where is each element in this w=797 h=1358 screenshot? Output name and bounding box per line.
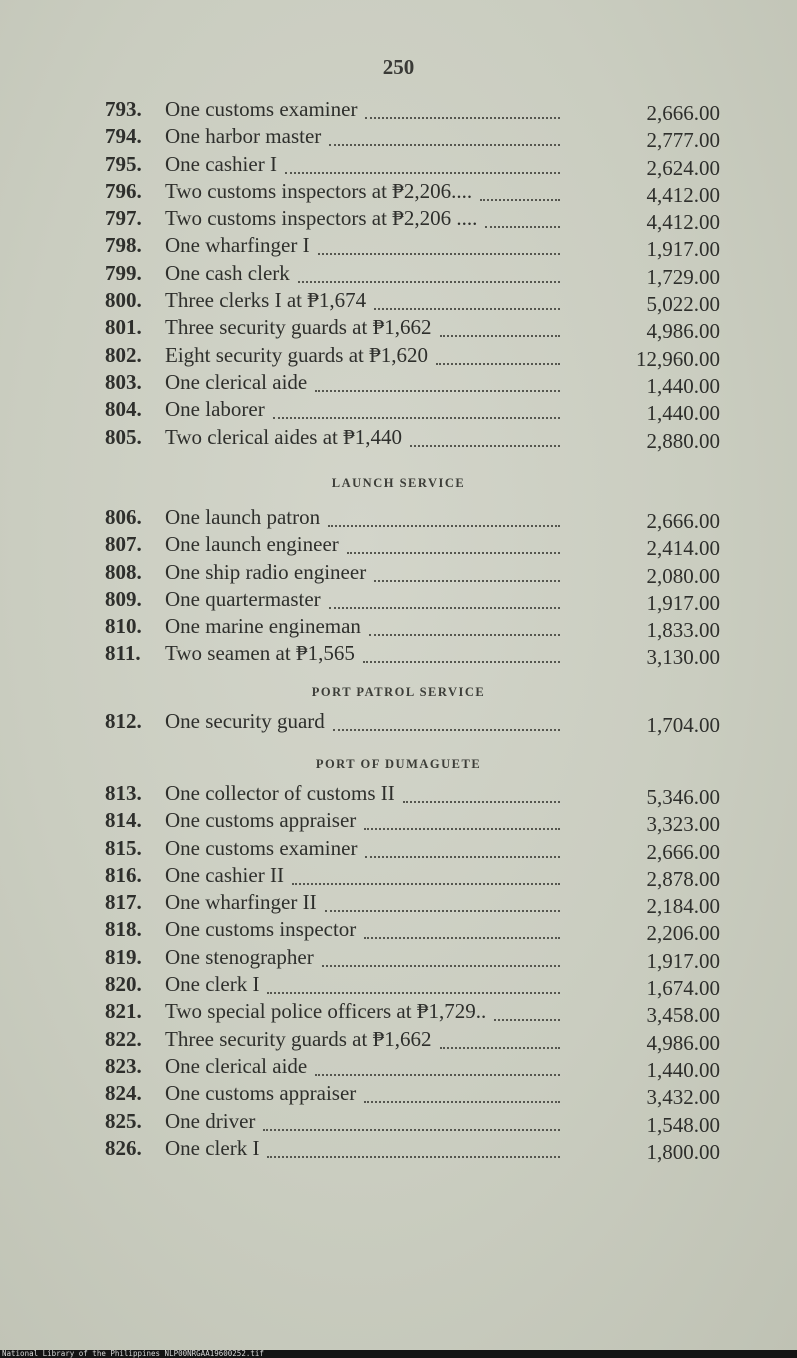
line-item-row — [105, 862, 720, 889]
dot-leader — [364, 1099, 560, 1103]
dot-leader — [285, 170, 560, 174]
line-item-row — [105, 1053, 720, 1080]
item-number: 808. — [105, 559, 142, 584]
line-item-row — [105, 835, 720, 862]
line-item-row — [105, 504, 720, 531]
line-item-row — [105, 916, 720, 946]
item-description: One cash clerk — [165, 260, 290, 285]
item-description: One customs examiner — [165, 97, 358, 121]
line-item-row — [105, 708, 720, 735]
item-number: 826. — [105, 1135, 142, 1160]
line-item-row — [105, 342, 720, 369]
dot-leader — [267, 1154, 560, 1158]
line-item-row — [105, 396, 720, 426]
item-description: One collector of customs II — [165, 781, 395, 805]
item-description: One marine engineman — [165, 614, 361, 639]
dot-leader — [328, 523, 560, 527]
item-amount: 2,666.00 — [646, 101, 720, 125]
item-amount: 1,704.00 — [646, 713, 720, 737]
item-number: 801. — [105, 315, 142, 340]
line-item-row — [105, 424, 720, 451]
line-item-row — [105, 1135, 720, 1162]
line-item-row — [105, 232, 720, 262]
item-number: 810. — [105, 614, 142, 639]
dot-leader — [322, 963, 560, 967]
line-item-row — [105, 1080, 720, 1110]
line-item-row — [105, 640, 720, 670]
item-amount: 1,729.00 — [646, 264, 720, 289]
dot-leader — [480, 197, 560, 201]
item-description: One customs appraiser — [165, 808, 357, 833]
item-number: 794. — [105, 124, 142, 149]
item-description: One launch patron — [165, 505, 321, 529]
line-item-row — [105, 531, 720, 561]
line-item-row — [105, 369, 720, 396]
item-amount: 12,960.00 — [636, 346, 720, 371]
item-description: One driver — [165, 1108, 256, 1133]
item-number: 802. — [105, 342, 142, 367]
item-description: One clerk I — [165, 972, 260, 997]
dot-leader — [485, 224, 560, 228]
heading-port-patrol-service: PORT PATROL SERVICE — [311, 685, 486, 699]
dot-leader — [329, 142, 560, 146]
line-item-row — [105, 889, 720, 919]
item-description: Two customs inspectors at ₱2,206.... — [165, 178, 473, 203]
item-description: One clerical aide — [165, 369, 308, 394]
dot-leader — [315, 1072, 560, 1076]
item-description: One customs appraiser — [165, 1081, 357, 1106]
item-number: 816. — [105, 862, 142, 887]
section-port-patrol-service — [105, 708, 720, 735]
item-number: 807. — [105, 532, 142, 557]
page-number: 250 — [382, 55, 415, 79]
item-description: One ship radio engineer — [165, 559, 367, 584]
dot-leader — [494, 1017, 560, 1021]
item-number: 817. — [105, 890, 142, 915]
dot-leader — [329, 605, 560, 609]
item-amount: 4,986.00 — [646, 1030, 720, 1055]
item-number: 820. — [105, 972, 142, 997]
dot-leader — [365, 854, 560, 858]
dot-leader — [298, 279, 560, 283]
item-description: Three clerks I at ₱1,674 — [165, 288, 367, 313]
item-description: One security guard — [165, 709, 325, 733]
line-item-row — [105, 807, 720, 837]
item-amount: 3,432.00 — [646, 1085, 720, 1110]
item-description: One clerk I — [165, 1135, 260, 1160]
item-amount: 1,440.00 — [646, 401, 720, 426]
dot-leader — [440, 333, 560, 337]
item-amount: 5,022.00 — [646, 292, 720, 317]
item-number: 809. — [105, 586, 142, 611]
item-description: Two customs inspectors at ₱2,206 .... — [165, 206, 478, 231]
line-item-row — [105, 944, 720, 971]
item-amount: 1,440.00 — [646, 1057, 720, 1082]
item-amount: 3,458.00 — [646, 1003, 720, 1028]
dot-leader — [374, 578, 560, 582]
line-item-row — [105, 123, 720, 153]
item-amount: 1,833.00 — [646, 618, 720, 643]
item-number: 803. — [105, 369, 142, 394]
dot-leader — [273, 415, 560, 419]
item-amount: 2,206.00 — [646, 921, 720, 946]
dot-leader — [267, 990, 560, 994]
item-description: One laborer — [165, 397, 265, 422]
item-number: 793. — [105, 97, 142, 121]
dot-leader — [333, 727, 560, 731]
item-amount: 2,624.00 — [646, 155, 720, 180]
item-number: 825. — [105, 1108, 142, 1133]
item-amount: 1,917.00 — [646, 948, 720, 973]
item-amount: 1,548.00 — [646, 1112, 720, 1137]
item-amount: 3,130.00 — [646, 645, 720, 670]
item-number: 819. — [105, 944, 142, 969]
item-description: Two seamen at ₱1,565 — [165, 641, 355, 666]
item-amount: 2,184.00 — [646, 894, 720, 919]
item-amount: 2,666.00 — [646, 509, 720, 533]
line-item-row — [105, 780, 720, 807]
item-number: 804. — [105, 397, 142, 422]
dot-leader — [410, 443, 560, 447]
dot-leader — [403, 799, 560, 803]
line-item-row — [105, 971, 720, 1001]
item-amount: 4,986.00 — [646, 319, 720, 344]
line-item-row — [105, 178, 720, 205]
item-number: 812. — [105, 709, 142, 733]
item-amount: 2,414.00 — [646, 536, 720, 561]
footer-source-caption: National Library of the Philippines NLP00NRGAA19600252.tif — [2, 1349, 264, 1358]
section-main-office — [105, 96, 720, 451]
item-description: One harbor master — [165, 124, 322, 149]
line-item-row — [105, 96, 720, 123]
line-item-row — [105, 613, 720, 643]
item-number: 805. — [105, 424, 142, 449]
item-amount: 1,917.00 — [646, 237, 720, 262]
item-number: 813. — [105, 781, 142, 805]
line-item-row — [105, 260, 720, 287]
item-description: One quartermaster — [165, 586, 321, 611]
item-amount: 1,800.00 — [646, 1139, 720, 1164]
item-description: Three security guards at ₱1,662 — [165, 1026, 432, 1051]
item-description: One cashier II — [165, 862, 284, 887]
item-description: One stenographer — [165, 944, 314, 969]
item-number: 818. — [105, 917, 142, 942]
dot-leader — [363, 659, 560, 663]
item-number: 824. — [105, 1081, 142, 1106]
item-number: 815. — [105, 835, 142, 860]
line-item-row — [105, 998, 720, 1028]
dot-leader — [292, 881, 560, 885]
heading-launch-service: LAUNCH SERVICE — [331, 476, 466, 490]
item-description: One launch engineer — [165, 532, 339, 557]
item-description: Three security guards at ₱1,662 — [165, 315, 432, 340]
item-number: 811. — [105, 641, 141, 666]
item-number: 798. — [105, 233, 142, 258]
line-item-row — [105, 314, 720, 344]
item-description: One customs examiner — [165, 835, 358, 860]
dot-leader — [263, 1127, 560, 1131]
item-number: 796. — [105, 178, 142, 203]
item-amount: 4,412.00 — [646, 182, 720, 207]
item-amount: 4,412.00 — [646, 210, 720, 235]
section-port-of-dumaguete — [105, 780, 720, 1162]
line-item-row — [105, 151, 720, 178]
item-number: 795. — [105, 151, 142, 176]
item-description: One cashier I — [165, 151, 277, 176]
dot-leader — [364, 935, 560, 939]
dot-leader — [364, 826, 560, 830]
item-amount: 5,346.00 — [646, 785, 720, 809]
item-number: 823. — [105, 1053, 142, 1078]
item-amount: 1,440.00 — [646, 373, 720, 398]
line-item-row — [105, 559, 720, 586]
item-amount: 1,917.00 — [646, 590, 720, 615]
item-amount: 2,878.00 — [646, 866, 720, 891]
item-amount: 2,080.00 — [646, 563, 720, 588]
item-number: 799. — [105, 260, 142, 285]
item-description: Two special police officers at ₱1,729.. — [165, 999, 487, 1024]
item-number: 821. — [105, 999, 142, 1024]
line-item-row — [105, 205, 720, 235]
item-amount: 2,777.00 — [646, 128, 720, 153]
item-description: Two clerical aides at ₱1,440 — [165, 424, 403, 449]
item-description: One wharfinger II — [165, 890, 317, 915]
dot-leader — [369, 632, 560, 636]
line-item-row — [105, 1026, 720, 1053]
dot-leader — [315, 388, 560, 392]
item-number: 822. — [105, 1026, 142, 1051]
item-number: 800. — [105, 288, 142, 313]
item-description: Eight security guards at ₱1,620 — [165, 342, 429, 367]
dot-leader — [347, 550, 560, 554]
dot-leader — [325, 908, 560, 912]
dot-leader — [440, 1045, 560, 1049]
item-description: One wharfinger I — [165, 233, 310, 258]
line-item-row — [105, 1108, 720, 1135]
item-amount: 1,674.00 — [646, 976, 720, 1001]
item-amount: 2,666.00 — [646, 839, 720, 864]
dot-leader — [318, 251, 560, 255]
item-amount: 2,880.00 — [646, 428, 720, 453]
dot-leader — [365, 115, 560, 119]
dot-leader — [436, 361, 560, 365]
dot-leader — [374, 306, 560, 310]
line-item-row — [105, 586, 720, 613]
heading-port-of-dumaguete: PORT OF DUMAGUETE — [315, 757, 482, 771]
item-number: 806. — [105, 505, 142, 529]
item-description: One clerical aide — [165, 1053, 308, 1078]
section-launch-service — [105, 504, 720, 668]
item-amount: 3,323.00 — [646, 812, 720, 837]
item-description: One customs inspector — [165, 917, 357, 942]
item-number: 814. — [105, 808, 142, 833]
line-item-row — [105, 287, 720, 317]
item-number: 797. — [105, 206, 142, 231]
